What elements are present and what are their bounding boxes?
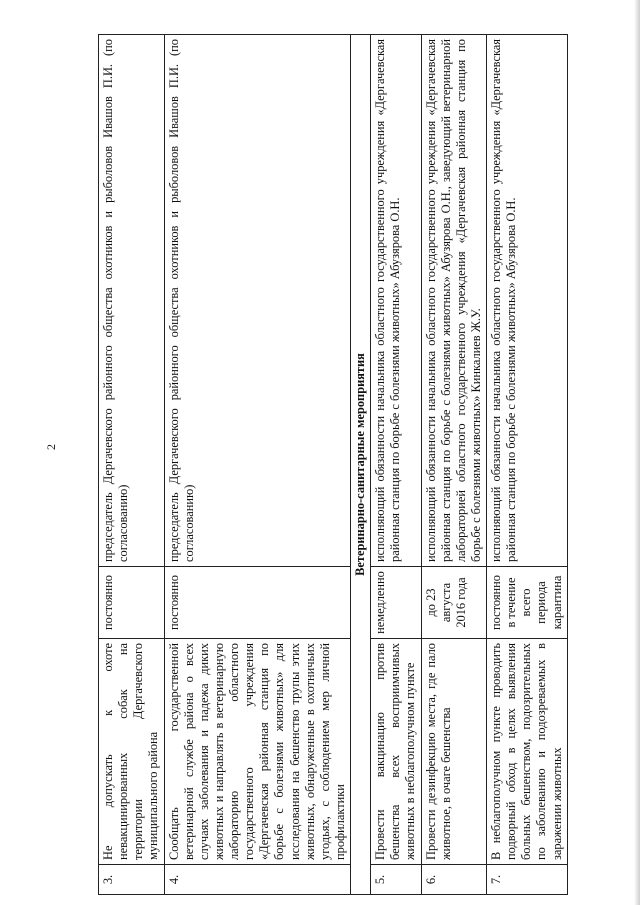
page-number: 2: [44, 444, 58, 450]
measures-table: [98, 34, 568, 895]
row-action: В неблагополучном пункте проводить подворный обход в целях выявления больных бешенством, подозрительных по заболеванию и подозреваемых в заражении животных: [487, 639, 568, 865]
row-number: 3.: [99, 865, 165, 895]
row-number: 7.: [487, 865, 568, 895]
row-number: 4.: [164, 865, 351, 895]
row-number: 5.: [371, 865, 421, 895]
row-responsible: исполняющий обязанности начальника областного государственного учреждения «Дергачевская районная станция по борьбе с болезнями животных» Абузярова О.Н.: [371, 35, 421, 567]
row-term: постоянно: [99, 567, 165, 639]
row-responsible: председатель Дергачевского районного общества охотников и рыболовов Ивашов П.И. (по согласованию): [99, 35, 165, 567]
row-number: 6.: [421, 865, 487, 895]
table-row: [99, 35, 165, 895]
document-rotated: [98, 35, 593, 895]
row-action: Провести дезинфекцию места, где пало животное, в очаге бешенства: [421, 639, 487, 865]
row-responsible: исполняющий обязанности начальника областного государственного учреждения «Дергачевская районная станция по борьбе с болезнями животных» Абузярова О.Н., заведующий ветеринарной лабораторией областного государственного учреждения «Дергачевская районная станция по борьбе с болезнями животных» Кинкалиев Ж.У.: [421, 35, 487, 567]
section-row: [351, 35, 371, 895]
row-term: до 23 августа 2016 года: [421, 567, 487, 639]
table-row: [371, 35, 421, 895]
scan-edge-shadow: [634, 0, 640, 905]
table-row: [164, 35, 351, 895]
row-term: постоянно в течение всего периода карантина: [487, 567, 568, 639]
row-action: Сообщать государственной ветеринарной службе района о всех случаях заболевания и падежа диких животных и направлять в ветеринарную лабораторию областного государственного учреждения «Дергачевская районная станция по борьбе с болезнями животных» для исследования на бешенство трупы этих животных, обнаруженные в охотничьих угодьях, с соблюдением мер личной профилактики: [164, 639, 351, 865]
row-responsible: исполняющий обязанности начальника областного государственного учреждения «Дергачевская районная станция по борьбе с болезнями животных» Абузярова О.Н.: [487, 35, 568, 567]
row-term: немедленно: [371, 567, 421, 639]
row-responsible: председатель Дергачевского районного общества охотников и рыболовов Ивашов П.И. (по согласованию): [164, 35, 351, 567]
row-action: Провести вакцинацию против бешенства всех восприимчивых животных в неблагополучном пункте: [371, 639, 421, 865]
row-term: постоянно: [164, 567, 351, 639]
table-row: [487, 35, 568, 895]
section-title: Ветеринарно-санитарные мероприятия: [351, 35, 371, 895]
table-row: [421, 35, 487, 895]
row-action: Не допускать к охоте невакцинированных собак на территории Дергачевского муниципального района: [99, 639, 165, 865]
